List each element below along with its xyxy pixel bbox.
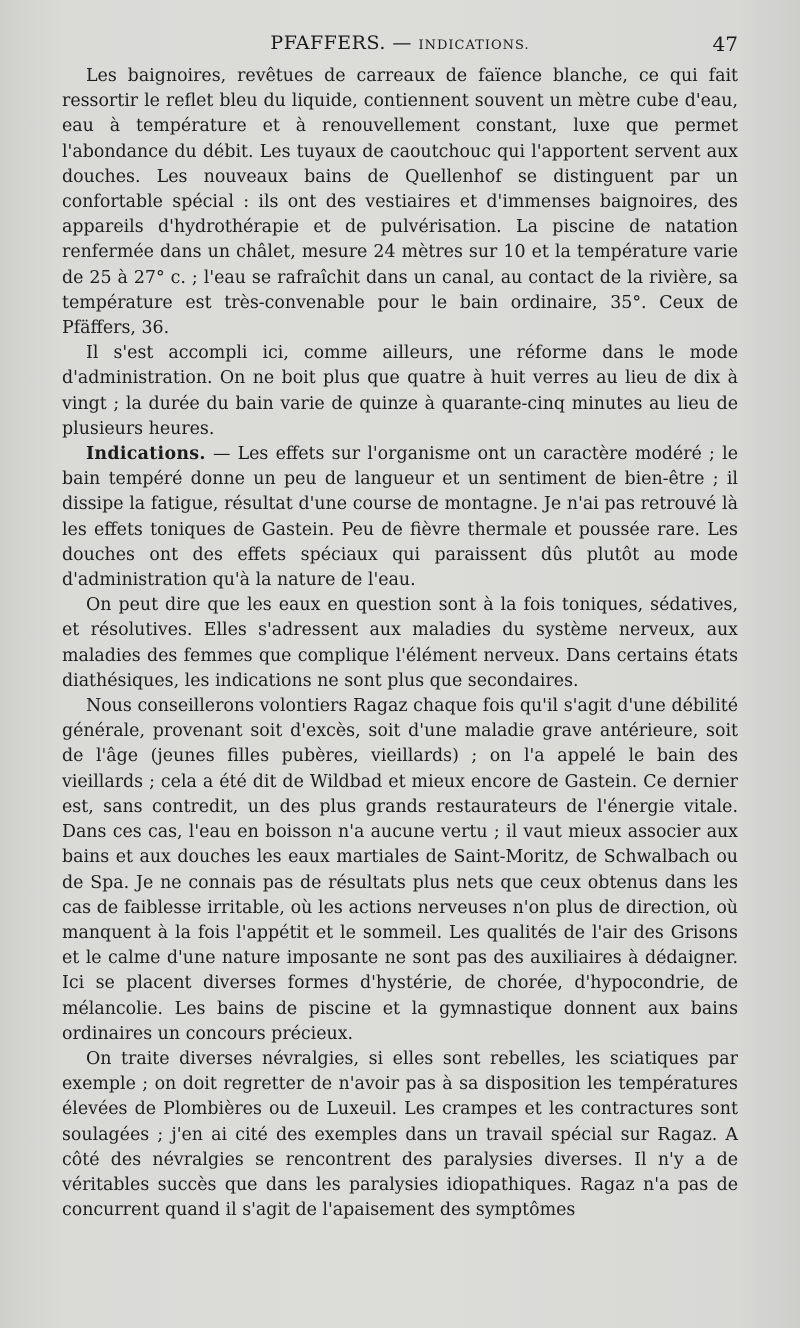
page-number: 47 — [712, 32, 738, 56]
running-head-section: INDICATIONS. — [418, 38, 530, 53]
running-head — [62, 32, 738, 54]
running-head-title: PFAFFERS. — [270, 32, 386, 54]
body-text — [62, 64, 738, 1223]
page-header — [62, 32, 738, 58]
running-head-separator: — — [392, 32, 412, 54]
paragraph-nevralgies: On traite diverses névralgies, si elles sont rebelles, les sciatiques par exemple ; on doit regretter de n'avoir pas à sa disposition les températures élevées de Plombières ou de Luxeuil. Les crampes et les contractures sont soulagées ; j'en ai cité des exemples dans un travail spécial sur Ragaz. A côté des névralgies se rencontrent des paralysies diverses. Il n'y a de véritables succès que dans les paralysies idiopathiques. Ragaz n'a pas de concurrent quand il s'agit de l'apaisement des symptômes — [62, 1048, 738, 1221]
paragraph-indications: Indications. — Les effets sur l'organisme ont un caractère modéré ; le bain tempéré donne un peu de langueur et un sentiment de bien-être ; il dissipe la fatigue, résultat d'une course de montagne. Je n'ai pas retrouvé là les effets toniques de Gastein. Peu de fièvre thermale et poussée rare. Les douches ont des effets spéciaux qui paraissent dûs plutôt au mode d'administration qu'à la nature de l'eau. — [62, 444, 738, 591]
paragraph-baignoires: Les baignoires, revêtues de carreaux de faïence blanche, ce qui fait ressortir le reflet bleu du liquide, contiennent souvent un mètre cube d'eau, eau à température et à renouvellement constant, luxe que permet l'abondance du débit. Les tuyaux de caoutchouc qui l'apportent servent aux douches. Les nouveaux bains de Quellenhof se distinguent par un confortable spécial : ils ont des vestiaires et d'immenses baignoires, des appareils d'hydrothérapie et de pulvérisation. La piscine de natation renfermée dans un châlet, mesure 24 mètres sur 10 et la température varie de 25 à 27° c. ; l'eau se rafraîchit dans un canal, au contact de la rivière, sa température est très-convenable pour le bain ordinaire, 35°. Ceux de Pfäffers, 36. — [62, 66, 738, 339]
indications-heading: Indications. — [86, 444, 206, 465]
paragraph-ragaz-debilite: Nous conseillerons volontiers Ragaz chaque fois qu'il s'agit d'une débilité générale, provenant soit d'excès, soit d'une maladie grave antérieure, soit de l'âge (jeunes filles pubères, vieillards) ; on l'a appelé le bain des vieillards ; cela a été dit de Wildbad et mieux encore de Gastein. Ce dernier est, sans contredit, un des plus grands restaurateurs de l'énergie vitale. Dans ces cas, l'eau en boisson n'a aucune vertu ; il vaut mieux associer aux bains et aux douches les eaux martiales de Saint-Moritz, de Schwalbach ou de Spa. Je ne connais pas de résultats plus nets que ceux obtenus dans les cas de faiblesse irritable, où les actions nerveuses n'on plus de direction, où manquent à la fois l'appétit et le sommeil. Les qualités de l'air des Grisons et le calme d'une nature imposante ne sont pas des auxiliaires à dédaigner. Ici se placent diverses formes d'hystérie, de chorée, d'hypocondrie, de mélancolie. Les bains de piscine et la gymnastique donnent aux bains ordinaires un concours précieux. — [62, 696, 738, 1044]
paragraph-proprietes: On peut dire que les eaux en question sont à la fois toniques, sédatives, et résolutives. Elles s'adressent aux maladies du système nerveux, aux maladies des femmes que complique l'élément nerveux. Dans certains états diathésiques, les indications ne sont plus que secondaires. — [62, 595, 738, 691]
paragraph-administration: Il s'est accompli ici, comme ailleurs, une réforme dans le mode d'administration. On ne boit plus que quatre à huit verres au lieu de dix à vingt ; la durée du bain varie de quinze à quarante-cinq minutes au lieu de plusieurs heures. — [62, 343, 738, 439]
